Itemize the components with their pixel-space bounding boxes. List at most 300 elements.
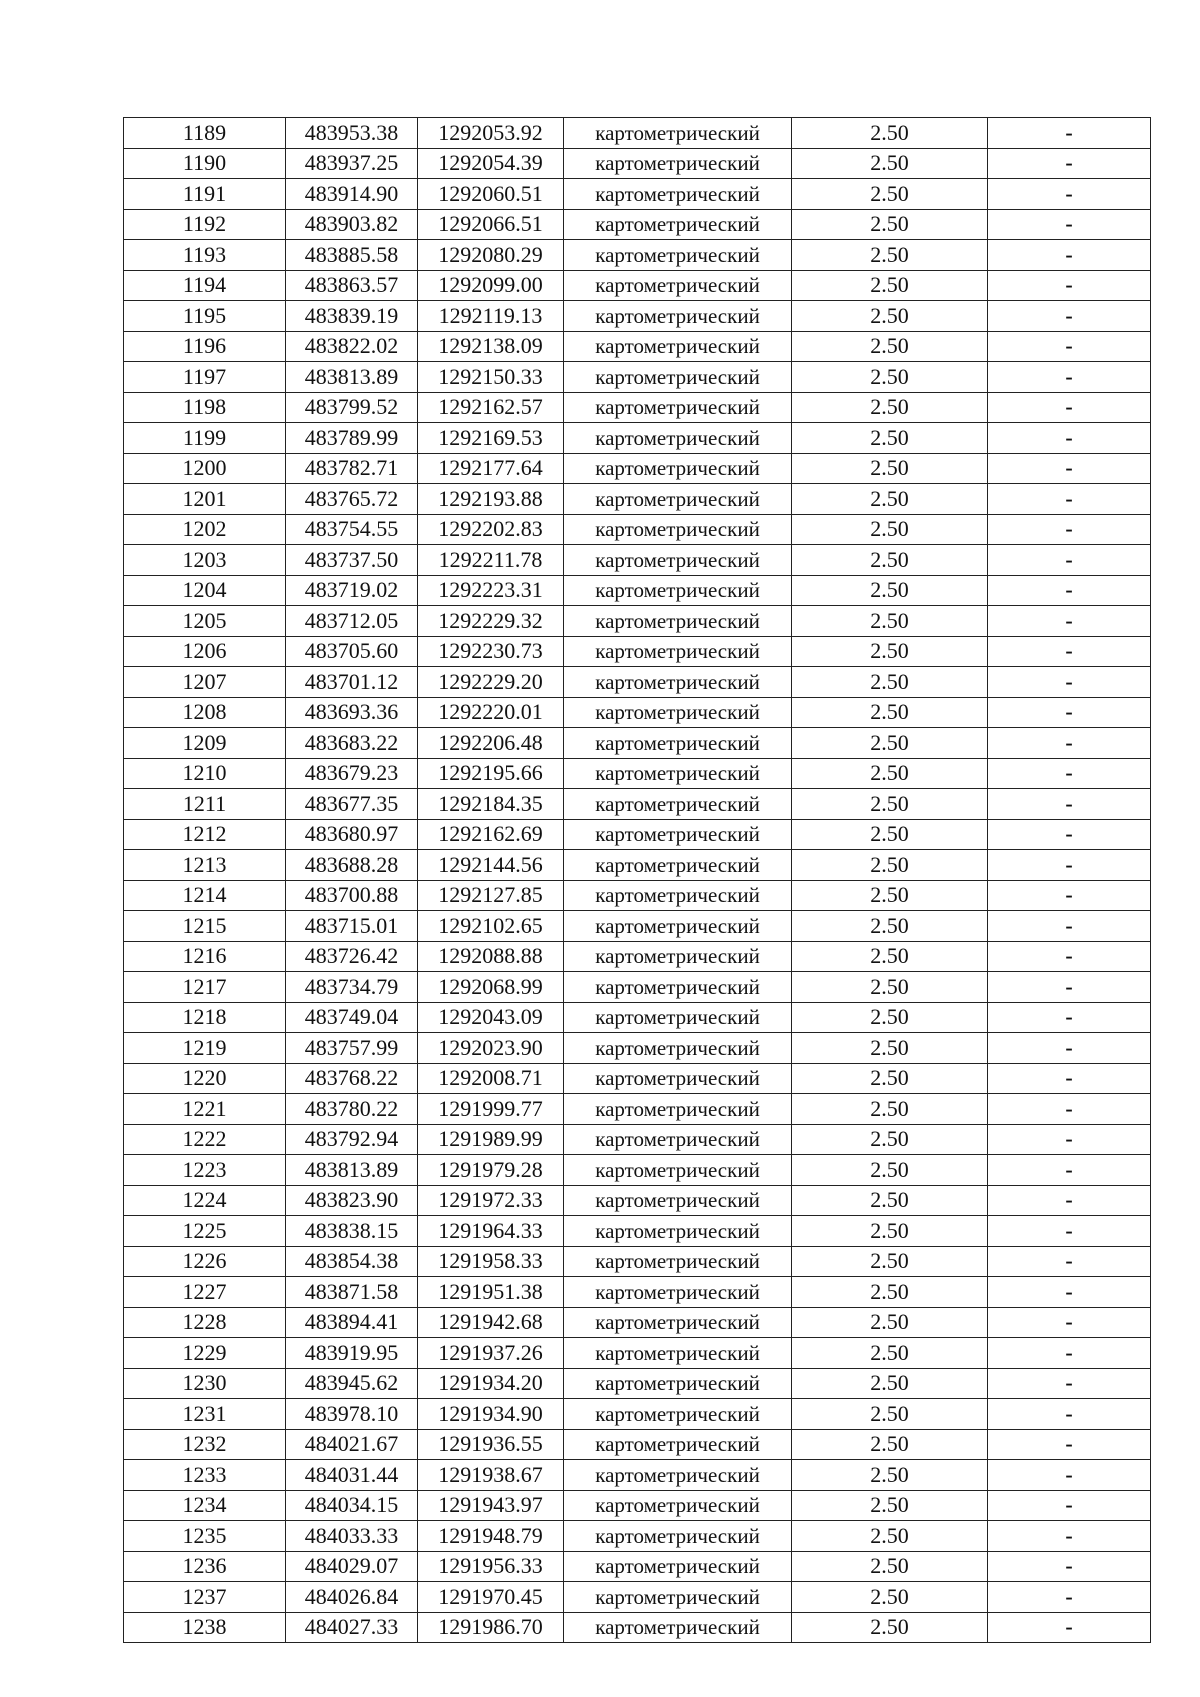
note-cell: -	[988, 301, 1151, 332]
method-cell: картометрический	[564, 331, 792, 362]
point-number-cell: 1233	[124, 1460, 286, 1491]
point-number-cell: 1197	[124, 362, 286, 393]
y-coordinate-cell: 1292223.31	[418, 575, 564, 606]
x-coordinate-cell: 483737.50	[286, 545, 418, 576]
method-cell: картометрический	[564, 392, 792, 423]
x-coordinate-cell: 483823.90	[286, 1185, 418, 1216]
x-coordinate-cell: 483782.71	[286, 453, 418, 484]
accuracy-cell: 2.50	[792, 1612, 988, 1643]
note-cell: -	[988, 1002, 1151, 1033]
accuracy-cell: 2.50	[792, 1490, 988, 1521]
accuracy-cell: 2.50	[792, 1521, 988, 1552]
accuracy-cell: 2.50	[792, 972, 988, 1003]
point-number-cell: 1206	[124, 636, 286, 667]
table-row	[124, 758, 1151, 789]
accuracy-cell: 2.50	[792, 453, 988, 484]
x-coordinate-cell: 483813.89	[286, 362, 418, 393]
note-cell: -	[988, 1368, 1151, 1399]
table-row	[124, 1460, 1151, 1491]
note-cell: -	[988, 545, 1151, 576]
point-number-cell: 1215	[124, 911, 286, 942]
method-cell: картометрический	[564, 362, 792, 393]
y-coordinate-cell: 1292202.83	[418, 514, 564, 545]
method-cell: картометрический	[564, 1521, 792, 1552]
x-coordinate-cell: 483768.22	[286, 1063, 418, 1094]
table-row	[124, 453, 1151, 484]
note-cell: -	[988, 728, 1151, 759]
table-row	[124, 392, 1151, 423]
x-coordinate-cell: 483885.58	[286, 240, 418, 271]
y-coordinate-cell: 1292008.71	[418, 1063, 564, 1094]
point-number-cell: 1228	[124, 1307, 286, 1338]
y-coordinate-cell: 1291934.90	[418, 1399, 564, 1430]
y-coordinate-cell: 1292184.35	[418, 789, 564, 820]
table-row	[124, 1338, 1151, 1369]
x-coordinate-cell: 484027.33	[286, 1612, 418, 1643]
accuracy-cell: 2.50	[792, 728, 988, 759]
y-coordinate-cell: 1292220.01	[418, 697, 564, 728]
y-coordinate-cell: 1292195.66	[418, 758, 564, 789]
note-cell: -	[988, 972, 1151, 1003]
method-cell: картометрический	[564, 606, 792, 637]
method-cell: картометрический	[564, 1216, 792, 1247]
y-coordinate-cell: 1291986.70	[418, 1612, 564, 1643]
point-number-cell: 1195	[124, 301, 286, 332]
y-coordinate-cell: 1291999.77	[418, 1094, 564, 1125]
accuracy-cell: 2.50	[792, 301, 988, 332]
y-coordinate-cell: 1292053.92	[418, 118, 564, 149]
y-coordinate-cell: 1291936.55	[418, 1429, 564, 1460]
table-body	[124, 118, 1151, 1643]
accuracy-cell: 2.50	[792, 514, 988, 545]
x-coordinate-cell: 483726.42	[286, 941, 418, 972]
point-number-cell: 1216	[124, 941, 286, 972]
accuracy-cell: 2.50	[792, 880, 988, 911]
point-number-cell: 1189	[124, 118, 286, 149]
method-cell: картометрический	[564, 1002, 792, 1033]
table-row	[124, 1155, 1151, 1186]
note-cell: -	[988, 1216, 1151, 1247]
method-cell: картометрический	[564, 1338, 792, 1369]
method-cell: картометрический	[564, 240, 792, 271]
table-row	[124, 819, 1151, 850]
method-cell: картометрический	[564, 941, 792, 972]
accuracy-cell: 2.50	[792, 1429, 988, 1460]
note-cell: -	[988, 1612, 1151, 1643]
x-coordinate-cell: 483765.72	[286, 484, 418, 515]
accuracy-cell: 2.50	[792, 118, 988, 149]
table-row	[124, 972, 1151, 1003]
table-row	[124, 331, 1151, 362]
point-number-cell: 1229	[124, 1338, 286, 1369]
x-coordinate-cell: 483700.88	[286, 880, 418, 911]
table-row	[124, 1033, 1151, 1064]
table-row	[124, 545, 1151, 576]
accuracy-cell: 2.50	[792, 423, 988, 454]
point-number-cell: 1204	[124, 575, 286, 606]
note-cell: -	[988, 514, 1151, 545]
method-cell: картометрический	[564, 758, 792, 789]
table-row	[124, 423, 1151, 454]
x-coordinate-cell: 483953.38	[286, 118, 418, 149]
y-coordinate-cell: 1291989.99	[418, 1124, 564, 1155]
point-number-cell: 1201	[124, 484, 286, 515]
table-row	[124, 1185, 1151, 1216]
note-cell: -	[988, 362, 1151, 393]
accuracy-cell: 2.50	[792, 1124, 988, 1155]
note-cell: -	[988, 1155, 1151, 1186]
method-cell: картометрический	[564, 1307, 792, 1338]
method-cell: картометрический	[564, 880, 792, 911]
table-row	[124, 484, 1151, 515]
table-row	[124, 148, 1151, 179]
point-number-cell: 1214	[124, 880, 286, 911]
point-number-cell: 1225	[124, 1216, 286, 1247]
method-cell: картометрический	[564, 1124, 792, 1155]
note-cell: -	[988, 423, 1151, 454]
note-cell: -	[988, 1307, 1151, 1338]
y-coordinate-cell: 1292054.39	[418, 148, 564, 179]
table-row	[124, 911, 1151, 942]
note-cell: -	[988, 1185, 1151, 1216]
y-coordinate-cell: 1291951.38	[418, 1277, 564, 1308]
accuracy-cell: 2.50	[792, 209, 988, 240]
note-cell: -	[988, 1063, 1151, 1094]
table-row	[124, 1612, 1151, 1643]
point-number-cell: 1212	[124, 819, 286, 850]
accuracy-cell: 2.50	[792, 1460, 988, 1491]
y-coordinate-cell: 1292144.56	[418, 850, 564, 881]
accuracy-cell: 2.50	[792, 606, 988, 637]
note-cell: -	[988, 941, 1151, 972]
x-coordinate-cell: 483919.95	[286, 1338, 418, 1369]
x-coordinate-cell: 484031.44	[286, 1460, 418, 1491]
accuracy-cell: 2.50	[792, 1216, 988, 1247]
point-number-cell: 1226	[124, 1246, 286, 1277]
table-row	[124, 1063, 1151, 1094]
y-coordinate-cell: 1291979.28	[418, 1155, 564, 1186]
point-number-cell: 1213	[124, 850, 286, 881]
y-coordinate-cell: 1291937.26	[418, 1338, 564, 1369]
method-cell: картометрический	[564, 728, 792, 759]
x-coordinate-cell: 483677.35	[286, 789, 418, 820]
point-number-cell: 1234	[124, 1490, 286, 1521]
x-coordinate-cell: 483693.36	[286, 697, 418, 728]
table-row	[124, 789, 1151, 820]
method-cell: картометрический	[564, 545, 792, 576]
y-coordinate-cell: 1292043.09	[418, 1002, 564, 1033]
y-coordinate-cell: 1292138.09	[418, 331, 564, 362]
note-cell: -	[988, 118, 1151, 149]
point-number-cell: 1219	[124, 1033, 286, 1064]
accuracy-cell: 2.50	[792, 1277, 988, 1308]
point-number-cell: 1235	[124, 1521, 286, 1552]
y-coordinate-cell: 1291964.33	[418, 1216, 564, 1247]
method-cell: картометрический	[564, 1460, 792, 1491]
table-row	[124, 667, 1151, 698]
point-number-cell: 1190	[124, 148, 286, 179]
method-cell: картометрический	[564, 819, 792, 850]
accuracy-cell: 2.50	[792, 789, 988, 820]
note-cell: -	[988, 789, 1151, 820]
accuracy-cell: 2.50	[792, 575, 988, 606]
accuracy-cell: 2.50	[792, 667, 988, 698]
table-row	[124, 1551, 1151, 1582]
accuracy-cell: 2.50	[792, 392, 988, 423]
x-coordinate-cell: 483838.15	[286, 1216, 418, 1247]
accuracy-cell: 2.50	[792, 636, 988, 667]
note-cell: -	[988, 1490, 1151, 1521]
note-cell: -	[988, 484, 1151, 515]
table-row	[124, 697, 1151, 728]
table-row	[124, 1094, 1151, 1125]
method-cell: картометрический	[564, 453, 792, 484]
table-row	[124, 941, 1151, 972]
point-number-cell: 1232	[124, 1429, 286, 1460]
x-coordinate-cell: 483799.52	[286, 392, 418, 423]
point-number-cell: 1218	[124, 1002, 286, 1033]
x-coordinate-cell: 483839.19	[286, 301, 418, 332]
point-number-cell: 1191	[124, 179, 286, 210]
x-coordinate-cell: 484033.33	[286, 1521, 418, 1552]
point-number-cell: 1196	[124, 331, 286, 362]
method-cell: картометрический	[564, 1612, 792, 1643]
table-row	[124, 1246, 1151, 1277]
accuracy-cell: 2.50	[792, 1399, 988, 1430]
note-cell: -	[988, 1399, 1151, 1430]
x-coordinate-cell: 483894.41	[286, 1307, 418, 1338]
point-number-cell: 1237	[124, 1582, 286, 1613]
point-number-cell: 1208	[124, 697, 286, 728]
accuracy-cell: 2.50	[792, 148, 988, 179]
y-coordinate-cell: 1291934.20	[418, 1368, 564, 1399]
x-coordinate-cell: 483937.25	[286, 148, 418, 179]
point-number-cell: 1224	[124, 1185, 286, 1216]
accuracy-cell: 2.50	[792, 240, 988, 271]
accuracy-cell: 2.50	[792, 1551, 988, 1582]
y-coordinate-cell: 1292150.33	[418, 362, 564, 393]
x-coordinate-cell: 483749.04	[286, 1002, 418, 1033]
y-coordinate-cell: 1291972.33	[418, 1185, 564, 1216]
point-number-cell: 1192	[124, 209, 286, 240]
y-coordinate-cell: 1292193.88	[418, 484, 564, 515]
method-cell: картометрический	[564, 1094, 792, 1125]
x-coordinate-cell: 483914.90	[286, 179, 418, 210]
y-coordinate-cell: 1292023.90	[418, 1033, 564, 1064]
accuracy-cell: 2.50	[792, 270, 988, 301]
method-cell: картометрический	[564, 850, 792, 881]
method-cell: картометрический	[564, 1277, 792, 1308]
point-number-cell: 1193	[124, 240, 286, 271]
x-coordinate-cell: 483688.28	[286, 850, 418, 881]
y-coordinate-cell: 1292229.20	[418, 667, 564, 698]
note-cell: -	[988, 819, 1151, 850]
note-cell: -	[988, 1582, 1151, 1613]
note-cell: -	[988, 636, 1151, 667]
x-coordinate-cell: 483680.97	[286, 819, 418, 850]
table-row	[124, 209, 1151, 240]
note-cell: -	[988, 148, 1151, 179]
method-cell: картометрический	[564, 1490, 792, 1521]
method-cell: картометрический	[564, 697, 792, 728]
table-row	[124, 1368, 1151, 1399]
method-cell: картометрический	[564, 911, 792, 942]
accuracy-cell: 2.50	[792, 331, 988, 362]
y-coordinate-cell: 1292102.65	[418, 911, 564, 942]
table-row	[124, 301, 1151, 332]
x-coordinate-cell: 483701.12	[286, 667, 418, 698]
accuracy-cell: 2.50	[792, 179, 988, 210]
note-cell: -	[988, 850, 1151, 881]
method-cell: картометрический	[564, 1033, 792, 1064]
y-coordinate-cell: 1292211.78	[418, 545, 564, 576]
method-cell: картометрический	[564, 1368, 792, 1399]
y-coordinate-cell: 1292127.85	[418, 880, 564, 911]
method-cell: картометрический	[564, 1582, 792, 1613]
accuracy-cell: 2.50	[792, 911, 988, 942]
y-coordinate-cell: 1292230.73	[418, 636, 564, 667]
point-number-cell: 1223	[124, 1155, 286, 1186]
x-coordinate-cell: 483903.82	[286, 209, 418, 240]
x-coordinate-cell: 484026.84	[286, 1582, 418, 1613]
note-cell: -	[988, 1094, 1151, 1125]
method-cell: картометрический	[564, 1399, 792, 1430]
method-cell: картометрический	[564, 1063, 792, 1094]
accuracy-cell: 2.50	[792, 545, 988, 576]
table-row	[124, 179, 1151, 210]
table-row	[124, 1490, 1151, 1521]
x-coordinate-cell: 483712.05	[286, 606, 418, 637]
point-number-cell: 1211	[124, 789, 286, 820]
note-cell: -	[988, 667, 1151, 698]
y-coordinate-cell: 1292162.69	[418, 819, 564, 850]
x-coordinate-cell: 483754.55	[286, 514, 418, 545]
x-coordinate-cell: 484034.15	[286, 1490, 418, 1521]
table-row	[124, 1277, 1151, 1308]
method-cell: картометрический	[564, 148, 792, 179]
method-cell: картометрический	[564, 301, 792, 332]
accuracy-cell: 2.50	[792, 484, 988, 515]
table-row	[124, 1124, 1151, 1155]
y-coordinate-cell: 1292177.64	[418, 453, 564, 484]
note-cell: -	[988, 1033, 1151, 1064]
method-cell: картометрический	[564, 484, 792, 515]
x-coordinate-cell: 483871.58	[286, 1277, 418, 1308]
point-number-cell: 1203	[124, 545, 286, 576]
method-cell: картометрический	[564, 179, 792, 210]
accuracy-cell: 2.50	[792, 1002, 988, 1033]
note-cell: -	[988, 240, 1151, 271]
x-coordinate-cell: 483945.62	[286, 1368, 418, 1399]
point-number-cell: 1210	[124, 758, 286, 789]
coordinates-table	[123, 117, 1151, 1643]
table-row	[124, 1399, 1151, 1430]
method-cell: картометрический	[564, 1246, 792, 1277]
point-number-cell: 1220	[124, 1063, 286, 1094]
note-cell: -	[988, 575, 1151, 606]
method-cell: картометрический	[564, 423, 792, 454]
x-coordinate-cell: 484021.67	[286, 1429, 418, 1460]
x-coordinate-cell: 483715.01	[286, 911, 418, 942]
table-row	[124, 1216, 1151, 1247]
method-cell: картометрический	[564, 789, 792, 820]
accuracy-cell: 2.50	[792, 819, 988, 850]
note-cell: -	[988, 697, 1151, 728]
point-number-cell: 1198	[124, 392, 286, 423]
accuracy-cell: 2.50	[792, 1582, 988, 1613]
x-coordinate-cell: 483683.22	[286, 728, 418, 759]
table-row	[124, 850, 1151, 881]
note-cell: -	[988, 209, 1151, 240]
accuracy-cell: 2.50	[792, 1033, 988, 1064]
x-coordinate-cell: 483705.60	[286, 636, 418, 667]
accuracy-cell: 2.50	[792, 1185, 988, 1216]
x-coordinate-cell: 483822.02	[286, 331, 418, 362]
y-coordinate-cell: 1292088.88	[418, 941, 564, 972]
accuracy-cell: 2.50	[792, 1063, 988, 1094]
y-coordinate-cell: 1291943.97	[418, 1490, 564, 1521]
point-number-cell: 1238	[124, 1612, 286, 1643]
point-number-cell: 1236	[124, 1551, 286, 1582]
y-coordinate-cell: 1291938.67	[418, 1460, 564, 1491]
note-cell: -	[988, 331, 1151, 362]
note-cell: -	[988, 270, 1151, 301]
note-cell: -	[988, 1246, 1151, 1277]
method-cell: картометрический	[564, 270, 792, 301]
point-number-cell: 1230	[124, 1368, 286, 1399]
point-number-cell: 1209	[124, 728, 286, 759]
point-number-cell: 1205	[124, 606, 286, 637]
x-coordinate-cell: 483679.23	[286, 758, 418, 789]
y-coordinate-cell: 1292162.57	[418, 392, 564, 423]
table-row	[124, 1429, 1151, 1460]
accuracy-cell: 2.50	[792, 758, 988, 789]
table-row	[124, 1582, 1151, 1613]
accuracy-cell: 2.50	[792, 1307, 988, 1338]
accuracy-cell: 2.50	[792, 362, 988, 393]
point-number-cell: 1221	[124, 1094, 286, 1125]
y-coordinate-cell: 1291942.68	[418, 1307, 564, 1338]
table-row	[124, 575, 1151, 606]
y-coordinate-cell: 1292119.13	[418, 301, 564, 332]
accuracy-cell: 2.50	[792, 1338, 988, 1369]
table-row	[124, 1307, 1151, 1338]
x-coordinate-cell: 483978.10	[286, 1399, 418, 1430]
table-row	[124, 240, 1151, 271]
table-row	[124, 606, 1151, 637]
x-coordinate-cell: 484029.07	[286, 1551, 418, 1582]
x-coordinate-cell: 483854.38	[286, 1246, 418, 1277]
method-cell: картометрический	[564, 1185, 792, 1216]
note-cell: -	[988, 1277, 1151, 1308]
x-coordinate-cell: 483863.57	[286, 270, 418, 301]
point-number-cell: 1202	[124, 514, 286, 545]
method-cell: картометрический	[564, 514, 792, 545]
note-cell: -	[988, 1338, 1151, 1369]
note-cell: -	[988, 392, 1151, 423]
accuracy-cell: 2.50	[792, 1246, 988, 1277]
note-cell: -	[988, 1551, 1151, 1582]
y-coordinate-cell: 1291970.45	[418, 1582, 564, 1613]
note-cell: -	[988, 1460, 1151, 1491]
y-coordinate-cell: 1291948.79	[418, 1521, 564, 1552]
point-number-cell: 1227	[124, 1277, 286, 1308]
method-cell: картометрический	[564, 209, 792, 240]
note-cell: -	[988, 453, 1151, 484]
note-cell: -	[988, 606, 1151, 637]
method-cell: картометрический	[564, 667, 792, 698]
note-cell: -	[988, 179, 1151, 210]
